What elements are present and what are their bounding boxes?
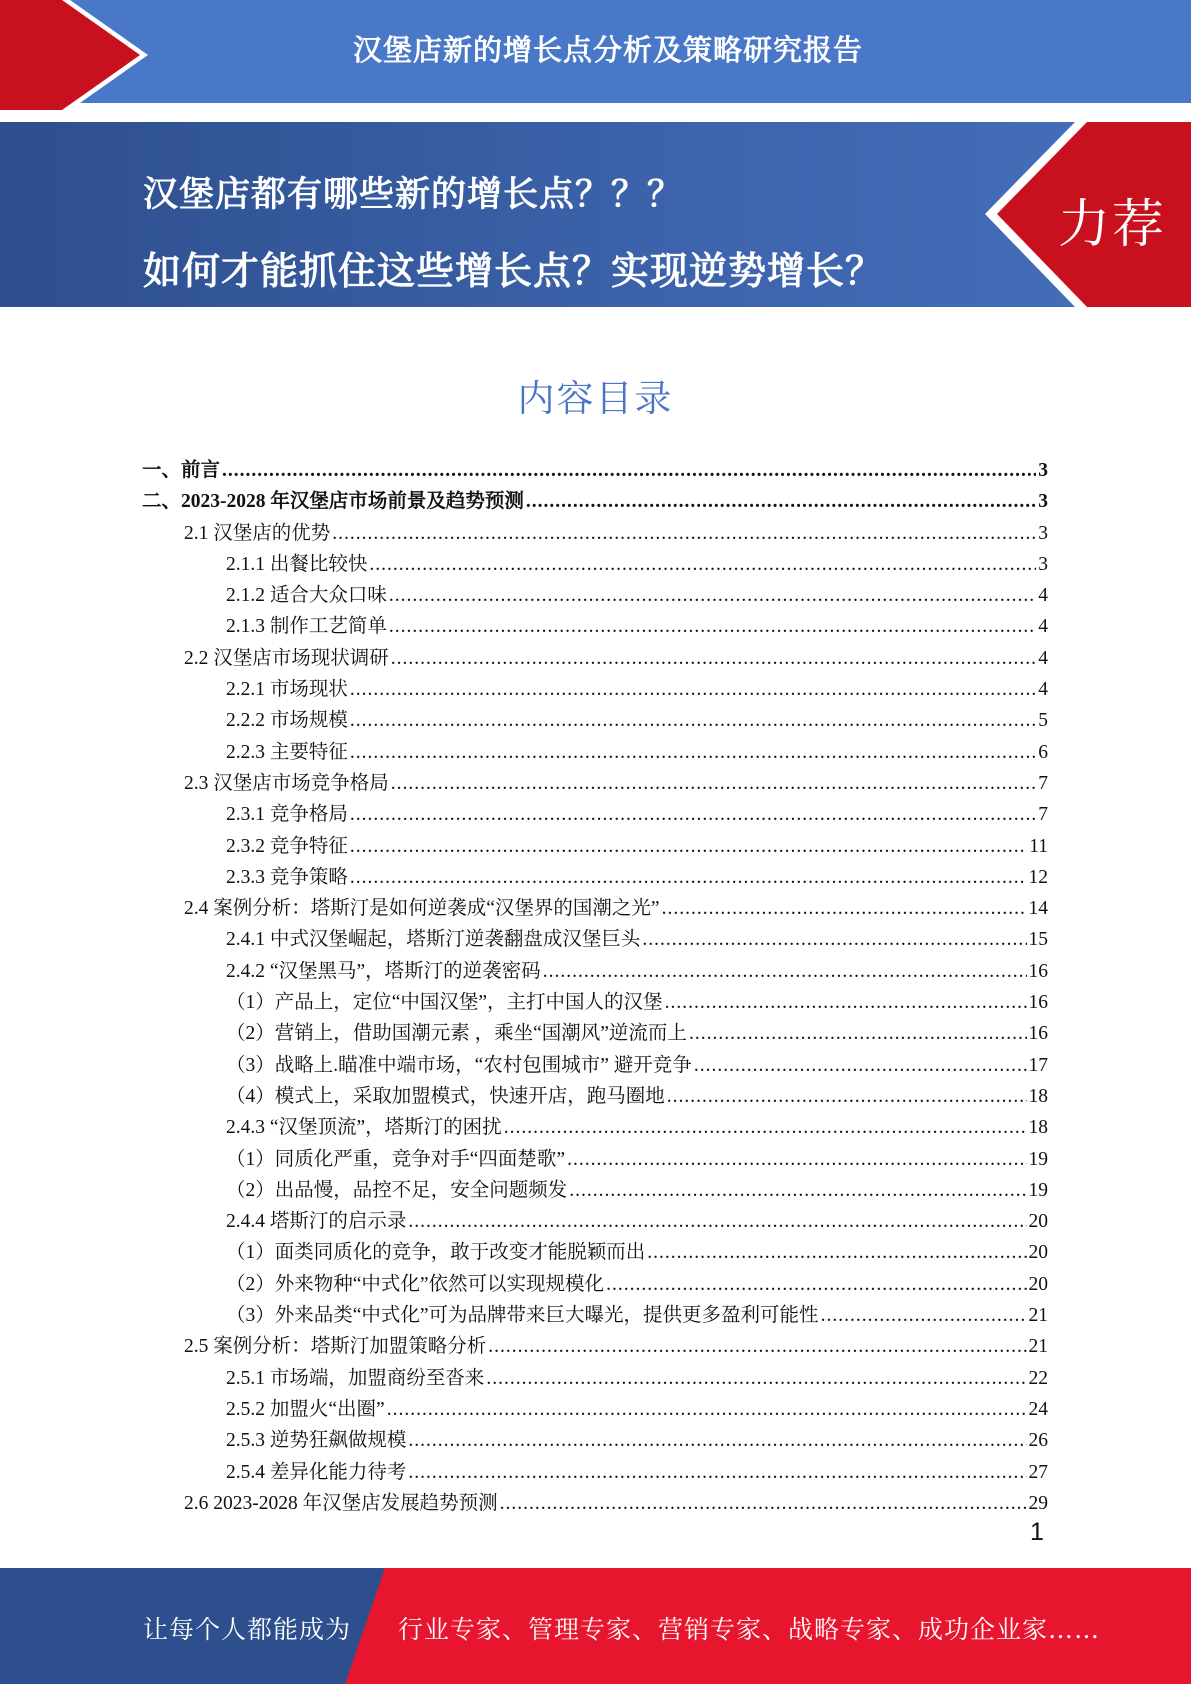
headline-question-2: 如何才能抓住这些增长点？实现逆势增长？	[143, 249, 885, 293]
toc-entry[interactable]	[142, 987, 1048, 1018]
toc-entry[interactable]	[142, 1112, 1048, 1143]
toc-dot-leader	[500, 1488, 1027, 1519]
toc-dot-leader	[350, 737, 1036, 768]
toc-entry-page: 27	[1028, 1461, 1048, 1483]
toc-entry-page: 7	[1038, 804, 1048, 826]
toc-entry[interactable]	[142, 1050, 1048, 1081]
toc-entry-page: 16	[1028, 960, 1048, 982]
toc-entry-title: 2.1 汉堡店的优势	[184, 522, 331, 544]
toc-dot-leader	[821, 1300, 1027, 1331]
toc-entry[interactable]	[142, 1237, 1048, 1268]
page-number: 1	[1030, 1518, 1044, 1546]
toc-entry[interactable]	[142, 486, 1048, 517]
toc-entry-title: 2.2.1 市场现状	[226, 679, 348, 701]
toc-entry-page: 18	[1028, 1085, 1048, 1107]
toc-entry-page: 4	[1038, 585, 1048, 607]
toc-entry-title: 2.5.4 差异化能力待考	[226, 1461, 407, 1483]
toc-dot-leader	[667, 1081, 1027, 1112]
toc-dot-leader	[408, 1425, 1026, 1456]
footer-banner	[0, 1568, 1191, 1684]
toc-entry-title: 2.6 2023-2028 年汉堡店发展趋势预测	[184, 1492, 498, 1514]
toc-entry[interactable]	[142, 1175, 1048, 1206]
toc-entry[interactable]	[142, 799, 1048, 830]
toc-entry-page: 17	[1028, 1054, 1048, 1076]
toc-entry-page: 20	[1028, 1242, 1048, 1264]
toc-entry[interactable]	[142, 518, 1048, 549]
toc-dot-leader	[350, 674, 1036, 705]
toc-dot-leader	[526, 486, 1036, 517]
toc-entry-title: （4）模式上，采取加盟模式，快速开店，跑马圈地	[226, 1085, 665, 1107]
toc-entry-page: 4	[1038, 616, 1048, 638]
toc-dot-leader	[689, 1018, 1027, 1049]
toc-entry[interactable]	[142, 705, 1048, 736]
toc-dot-leader	[569, 1175, 1026, 1206]
toc-dot-leader	[350, 705, 1036, 736]
toc-entry-title: （1）面类同质化的竞争，敢于改变才能脱颖而出	[226, 1242, 646, 1264]
table-of-contents	[142, 455, 1048, 1519]
toc-dot-leader	[642, 924, 1026, 955]
toc-entry[interactable]	[142, 1206, 1048, 1237]
toc-entry-title: 2.4.4 塔斯汀的启示录	[226, 1211, 407, 1233]
toc-entry[interactable]	[142, 1363, 1048, 1394]
toc-dot-leader	[222, 455, 1036, 486]
toc-entry-title: （2）出品慢，品控不足，安全问题频发	[226, 1179, 568, 1201]
toc-entry-page: 22	[1028, 1367, 1048, 1389]
toc-entry-title: （3）外来品类“中式化”可为品牌带来巨大曝光，提供更多盈利可能性	[226, 1305, 819, 1327]
toc-entry-page: 3	[1038, 491, 1048, 513]
toc-entry-page: 6	[1038, 741, 1048, 763]
toc-entry[interactable]	[142, 455, 1048, 486]
toc-entry-page: 16	[1028, 1023, 1048, 1045]
toc-dot-leader	[389, 580, 1036, 611]
toc-entry-title: 2.1.3 制作工艺简单	[226, 616, 387, 638]
toc-entry-page: 21	[1028, 1336, 1048, 1358]
toc-dot-leader	[369, 549, 1036, 580]
headline-banner	[0, 122, 1191, 307]
toc-entry[interactable]	[142, 674, 1048, 705]
toc-entry-title: 2.1.2 适合大众口味	[226, 585, 387, 607]
toc-dot-leader	[408, 1206, 1026, 1237]
toc-entry-page: 18	[1028, 1117, 1048, 1139]
toc-entry-title: （2）营销上，借助国潮元素 ，乘坐“国潮风”逆流而上	[226, 1023, 687, 1045]
toc-entry[interactable]	[142, 1331, 1048, 1362]
toc-dot-leader	[332, 518, 1036, 549]
toc-entry-title: 2.4.2 “汉堡黑马”，塔斯汀的逆袭密码	[226, 960, 541, 982]
toc-entry-page: 16	[1028, 992, 1048, 1014]
toc-entry-title: （1）同质化严重，竞争对手“四面楚歌”	[226, 1148, 566, 1170]
toc-entry-page: 4	[1038, 647, 1048, 669]
toc-dot-leader	[391, 643, 1036, 674]
toc-dot-leader	[606, 1269, 1026, 1300]
toc-dot-leader	[408, 1457, 1026, 1488]
toc-dot-leader	[389, 611, 1036, 642]
toc-entry[interactable]	[142, 737, 1048, 768]
headline-question-1: 汉堡店都有哪些新的增长点？？？	[143, 175, 684, 215]
toc-entry-title: 一、前言	[142, 460, 221, 481]
toc-entry-page: 15	[1028, 929, 1048, 951]
toc-entry-page: 3	[1038, 553, 1048, 575]
toc-entry[interactable]	[142, 924, 1048, 955]
toc-entry-page: 3	[1038, 460, 1048, 481]
toc-entry[interactable]	[142, 580, 1048, 611]
report-title: 汉堡店新的增长点分析及策略研究报告	[352, 33, 863, 67]
toc-entry[interactable]	[142, 1300, 1048, 1331]
toc-entry-title: （2）外来物种“中式化”依然可以实现规模化	[226, 1273, 605, 1295]
toc-dot-leader	[665, 987, 1027, 1018]
toc-entry-page: 4	[1038, 679, 1048, 701]
toc-entry-title: 2.4.1 中式汉堡崛起，塔斯汀逆袭翻盘成汉堡巨头	[226, 929, 641, 951]
toc-entry[interactable]	[142, 1018, 1048, 1049]
toc-entry[interactable]	[142, 956, 1048, 987]
toc-entry[interactable]	[142, 611, 1048, 642]
toc-dot-leader	[350, 862, 1027, 893]
toc-entry-title: 2.3 汉堡店市场竞争格局	[184, 772, 389, 794]
toc-entry[interactable]	[142, 1081, 1048, 1112]
toc-dot-leader	[543, 956, 1027, 987]
toc-entry-page: 11	[1029, 835, 1048, 857]
toc-entry[interactable]	[142, 643, 1048, 674]
toc-entry-page: 20	[1028, 1273, 1048, 1295]
toc-entry-title: （1）产品上，定位“中国汉堡”，主打中国人的汉堡	[226, 992, 663, 1014]
toc-entry-title: 2.5.1 市场端，加盟商纷至沓来	[226, 1367, 485, 1389]
toc-entry[interactable]	[142, 1269, 1048, 1300]
toc-entry-title: 2.2 汉堡店市场现状调研	[184, 647, 389, 669]
toc-entry-title: 2.2.2 市场规模	[226, 710, 348, 732]
toc-entry-page: 14	[1028, 898, 1048, 920]
toc-entry-title: 2.1.1 出餐比较快	[226, 553, 368, 575]
toc-dot-leader	[504, 1112, 1027, 1143]
toc-entry-page: 24	[1028, 1398, 1048, 1420]
toc-entry-title: （3）战略上.瞄准中端市场，“农村包围城市” 避开竞争	[226, 1054, 692, 1076]
toc-dot-leader	[567, 1144, 1026, 1175]
toc-dot-leader	[486, 1363, 1026, 1394]
toc-entry-title: 二、2023-2028 年汉堡店市场前景及趋势预测	[142, 491, 524, 513]
footer-slogan-roles: 行业专家、管理专家、营销专家、战略专家、成功企业家……	[398, 1615, 1101, 1644]
toc-entry-page: 19	[1028, 1148, 1048, 1170]
toc-entry-page: 12	[1028, 866, 1048, 888]
toc-entry-page: 20	[1028, 1211, 1048, 1233]
toc-dot-leader	[647, 1237, 1026, 1268]
toc-entry-title: 2.4.3 “汉堡顶流”，塔斯汀的困扰	[226, 1117, 502, 1139]
toc-entry-title: 2.5.3 逆势狂飙做规模	[226, 1430, 407, 1452]
toc-entry[interactable]	[142, 1488, 1048, 1519]
toc-entry-title: 2.3.3 竞争策略	[226, 866, 348, 888]
toc-dot-leader	[350, 799, 1036, 830]
toc-entry-page: 26	[1028, 1430, 1048, 1452]
toc-entry[interactable]	[142, 862, 1048, 893]
toc-dot-leader	[391, 768, 1036, 799]
toc-dot-leader	[387, 1394, 1027, 1425]
toc-entry[interactable]	[142, 1425, 1048, 1456]
toc-entry[interactable]	[142, 768, 1048, 799]
recommend-badge: 力荐	[1058, 195, 1167, 255]
report-title-bar	[0, 0, 1191, 110]
footer-slogan-lead: 让每个人都能成为	[143, 1615, 352, 1644]
toc-entry[interactable]	[142, 1144, 1048, 1175]
toc-dot-leader	[350, 831, 1027, 862]
toc-entry-title: 2.2.3 主要特征	[226, 741, 348, 763]
toc-entry-page: 21	[1028, 1305, 1048, 1327]
toc-entry[interactable]	[142, 1457, 1048, 1488]
toc-dot-leader	[662, 893, 1027, 924]
toc-dot-leader	[694, 1050, 1027, 1081]
toc-entry-page: 3	[1038, 522, 1048, 544]
toc-entry-title: 2.3.2 竞争特征	[226, 835, 348, 857]
toc-entry[interactable]	[142, 1394, 1048, 1425]
toc-entry-title: 2.5.2 加盟火“出圈”	[226, 1398, 385, 1420]
toc-dot-leader	[488, 1331, 1026, 1362]
toc-heading: 内容目录	[517, 377, 674, 420]
toc-entry[interactable]	[142, 549, 1048, 580]
toc-entry-title: 2.3.1 竞争格局	[226, 804, 348, 826]
toc-entry-title: 2.4 案例分析：塔斯汀是如何逆袭成“汉堡界的国潮之光”	[184, 898, 660, 920]
toc-entry-page: 7	[1038, 772, 1048, 794]
toc-entry[interactable]	[142, 831, 1048, 862]
toc-entry-page: 5	[1038, 710, 1048, 732]
toc-entry-page: 29	[1028, 1492, 1048, 1514]
toc-entry-title: 2.5 案例分析：塔斯汀加盟策略分析	[184, 1336, 487, 1358]
toc-entry[interactable]	[142, 893, 1048, 924]
toc-entry-page: 19	[1028, 1179, 1048, 1201]
